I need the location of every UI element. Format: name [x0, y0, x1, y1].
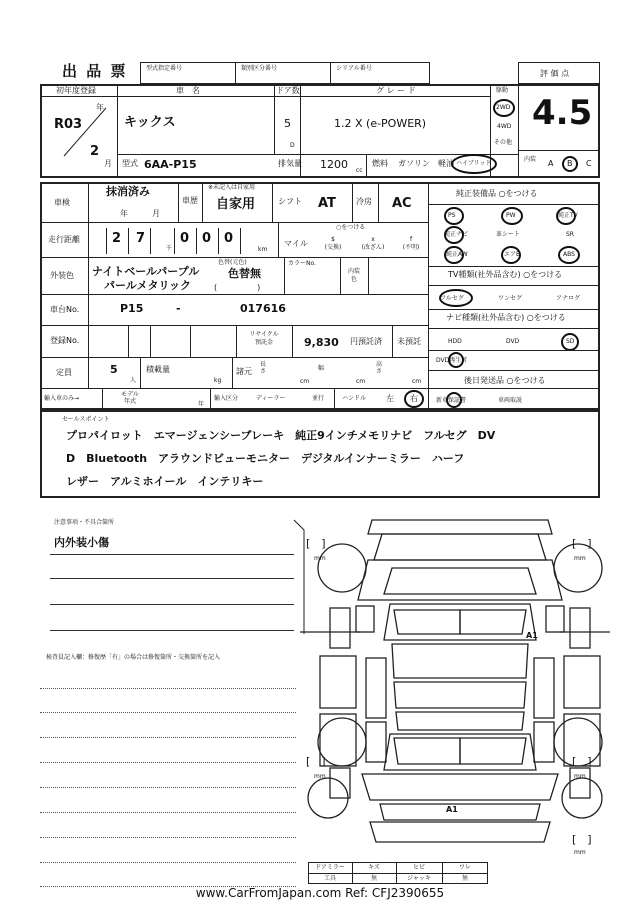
drive-other: その他	[494, 139, 513, 146]
km-unit: km	[258, 246, 268, 253]
interior-a: A	[548, 159, 554, 168]
legend-mirror: ドアミラー	[315, 864, 345, 871]
first-reg-label: 初年度登録	[56, 86, 96, 95]
chassis-dash: -	[176, 302, 181, 315]
header-codes-box	[140, 62, 430, 84]
doors-suffix: D	[290, 142, 295, 149]
mileage-label: 走行距離	[48, 235, 80, 244]
inspection-ym: 年 月	[120, 209, 160, 218]
mileage-digit-1: 2	[112, 231, 122, 246]
diag-mm-5: mm	[574, 849, 586, 856]
mileage-digit-2: 7	[136, 231, 146, 246]
legend-tools: 工具	[323, 875, 336, 882]
dims-label: 諸元	[236, 367, 252, 376]
opt-fullseg-circle	[439, 289, 473, 307]
opt-warranty-circle	[446, 392, 462, 408]
legend-scratch: キズ	[368, 864, 380, 871]
tv-label: TV種類(社外品含む) ○をつける	[448, 270, 563, 279]
displacement-value: 1200	[320, 158, 348, 171]
chassis-number: 017616	[240, 302, 286, 315]
opt-sd-circle	[561, 333, 579, 351]
sales-label: セールスポイント	[62, 416, 110, 423]
opt-pw-circle	[501, 207, 523, 225]
capacity-label: 定員	[56, 368, 72, 377]
fuel-hybrid-circle	[451, 154, 497, 174]
opt-manual: 車両取説	[498, 397, 523, 404]
opt-sd: SD	[566, 338, 575, 345]
color-orig-paren: ( )	[214, 283, 261, 292]
mile-label: マイル	[284, 239, 308, 248]
caution-label: 注意事項・不具合箇所	[54, 519, 115, 526]
year-label: 年	[96, 103, 104, 112]
usage-note: ※未記入は自家用	[208, 184, 256, 191]
length-label: 長さ	[260, 361, 267, 375]
opt-tv-circle	[556, 207, 576, 225]
opt-abs: ABS	[563, 251, 575, 258]
era-year: R03	[54, 117, 83, 132]
shift-label: シフト	[278, 197, 302, 206]
opt-genuine-nav: 純正ナビ	[444, 231, 469, 238]
width-cm: cm	[356, 378, 366, 385]
recycle-amount: 9,830	[304, 336, 339, 349]
opt-leather: 革シート	[496, 231, 521, 238]
opt-ps: PS	[448, 212, 456, 219]
handle-label: ハンドル	[342, 395, 367, 402]
diag-bracket-5: [ ]	[572, 833, 592, 846]
month-label: 月	[104, 159, 112, 168]
model-year-label: モデル 年式	[121, 391, 139, 406]
opt-oneseg: ワンセグ	[498, 295, 523, 302]
opt-abs-circle	[558, 246, 580, 264]
opt-sr: SR	[566, 231, 574, 238]
height-cm: cm	[412, 378, 422, 385]
width-label: 幅	[318, 365, 325, 372]
car-name-label: 車 名	[176, 86, 200, 95]
doors-value: 5	[284, 117, 291, 130]
mile-opt-exchange: $ (交換)	[324, 236, 342, 251]
diag-mm-1: mm	[314, 555, 326, 562]
chassis-prefix: P15	[120, 302, 144, 315]
model-value: 6AA-P15	[144, 158, 197, 171]
ac-value: AC	[392, 196, 412, 211]
diag-bracket-4: [ ]	[572, 755, 592, 768]
usage-value: 自家用	[216, 197, 256, 212]
score-value: 4.5	[532, 93, 593, 133]
fuel-hybrid: ハイブリッド	[456, 160, 492, 167]
diag-bracket-1: [ ]	[306, 537, 326, 550]
opt-dvd-play-circle	[448, 352, 464, 368]
opt-warranty: 新車保証書	[436, 397, 467, 404]
opt-pw: PW	[506, 212, 516, 219]
import-label: 輸入車のみ→	[44, 395, 80, 402]
opt-nav-circle	[444, 226, 464, 244]
mile-opt-tamper: x (改ざん)	[361, 236, 385, 251]
inspection-value: 抹消済み	[106, 185, 150, 198]
later-label: 後日発送品 ○をつける	[464, 376, 546, 385]
handle-right-circle	[404, 390, 424, 408]
recycle-unpaid: 未預託	[397, 337, 421, 346]
diag-mm-3: mm	[314, 773, 326, 780]
opt-genuine-aw: 純正AW	[446, 251, 468, 258]
opt-airbag: エアB	[504, 251, 521, 258]
length-cm: cm	[300, 378, 310, 385]
diag-bracket-3: [ ]	[306, 755, 326, 768]
interior-label: 内装	[524, 156, 537, 163]
fuel-light: 軽油	[438, 159, 454, 168]
drive-4wd: 4WD	[497, 123, 512, 130]
ac-label: 冷房	[356, 197, 372, 206]
caution-text: 内外装小傷	[54, 536, 109, 549]
recycle-label: リサイクル 預託金	[249, 331, 279, 346]
diag-bracket-2: [ ]	[572, 537, 592, 550]
diag-mm-2: mm	[574, 555, 586, 562]
doors-label: ドア数	[276, 86, 300, 95]
thousand-label: 千	[166, 245, 173, 252]
drive-label: 駆動	[496, 87, 509, 94]
interior-b: B	[567, 159, 573, 168]
handle-right: 右	[410, 394, 418, 403]
person-unit: 人	[130, 377, 137, 384]
height-label: 高さ	[376, 361, 383, 375]
legend-tools-value: 無	[370, 875, 377, 882]
recycle-unit: 円預託済	[350, 337, 382, 346]
date-slash	[60, 104, 110, 160]
damage-mark-a1-rear: A1	[446, 805, 458, 814]
interior-c: C	[586, 159, 592, 168]
dealer-option: ディーラー	[256, 395, 286, 402]
reg-no-label: 登録No.	[50, 336, 80, 345]
opt-genuine-tv: 純正TV	[558, 212, 578, 219]
mileage-digit-4: 0	[202, 231, 212, 246]
legend-jack: ジャッキ	[407, 875, 431, 882]
color-orig-value: 色替無	[228, 267, 261, 280]
usage-label: 車歴	[182, 196, 198, 205]
serial-label: シリアル番号	[336, 65, 372, 72]
legend-break: ワレ	[458, 864, 471, 871]
mile-opt-unknown: f (不明)	[402, 236, 420, 251]
ext-color-2: パールメタリック	[104, 279, 192, 292]
score-label: 評 価 点	[540, 69, 570, 78]
opt-analog: アナログ	[556, 295, 581, 302]
car-damage-diagram	[300, 508, 610, 878]
opt-ps-circle	[444, 207, 464, 225]
int-color-label: 内装 色	[347, 268, 360, 283]
opt-dvd-play: DVD再生可	[436, 357, 468, 364]
shift-value: AT	[318, 196, 336, 211]
inspection-label: 車検	[54, 198, 70, 207]
capacity-value: 5	[110, 363, 118, 376]
grade-label: グ レ ー ド	[376, 86, 416, 95]
import-div-label: 輸入区分	[214, 395, 239, 402]
grade-value: 1.2 X (e-POWER)	[334, 117, 427, 130]
handle-left: 左	[386, 394, 394, 403]
opt-fullseg: フルセグ	[440, 295, 464, 302]
sales-line-1: プロパイロット エマージェンシーブレーキ 純正9インチメモリナビ フルセグ DV	[66, 429, 496, 442]
interior-b-circle	[562, 156, 578, 172]
legend-crack: ヒビ	[412, 864, 425, 871]
ext-color-label: 外装色	[50, 271, 74, 280]
legend-jack-value: 無	[461, 875, 468, 882]
kg-unit: kg	[214, 377, 222, 384]
model-year-unit: 年	[198, 401, 205, 408]
ext-color-1: ナイトベールパープル	[92, 265, 200, 278]
model-label: 型式	[122, 159, 138, 168]
inspector-label: 検査員記入欄：修復歴「有」の場合は修復箇所・交換箇所を記入	[46, 654, 221, 661]
page-title: 出 品 票	[62, 62, 128, 80]
drive-2wd: 2WD	[496, 104, 511, 111]
watermark-text: www.CarFromJapan.com Ref: CFJ2390655	[0, 887, 640, 899]
mile-choices: ○をつける	[336, 224, 366, 231]
opt-airbag-circle	[501, 246, 521, 264]
fuel-gas: ガソリン	[398, 159, 430, 168]
parallel-option: 並行	[312, 395, 325, 402]
nav-type-label: ナビ種類(社外品含む) ○をつける	[446, 313, 566, 322]
car-name: キックス	[124, 115, 176, 130]
opt-dvd: DVD	[506, 338, 520, 345]
reg-month: 2	[90, 144, 100, 159]
fuel-label: 燃料	[372, 159, 388, 168]
category-label: 類別区分番号	[241, 65, 278, 72]
load-label: 積載量	[146, 365, 170, 374]
drive-2wd-circle	[493, 99, 515, 117]
genuine-label: 純正装備品 ○をつける	[456, 189, 538, 198]
color-orig-label: 色替(元色)	[218, 259, 247, 266]
mileage-digit-3: 0	[180, 231, 190, 246]
mileage-digit-5: 0	[224, 231, 234, 246]
cc-unit: cc	[356, 167, 363, 174]
opt-hdd: HDD	[448, 338, 462, 345]
sales-line-2: D Bluetooth アラウンドビューモニター デジタルインナーミラー ハーフ	[66, 452, 465, 465]
chassis-label: 車台No.	[50, 305, 80, 314]
damage-mark-a1-side: A1	[526, 631, 538, 640]
opt-aw-circle	[444, 246, 464, 264]
diag-mm-4: mm	[574, 773, 586, 780]
sales-line-3: レザー アルミホイール インテリキー	[66, 475, 264, 488]
color-no-label: カラーNo.	[288, 260, 316, 267]
model-code-label: 型式指定番号	[146, 65, 183, 72]
displacement-label: 排気量	[278, 159, 302, 168]
